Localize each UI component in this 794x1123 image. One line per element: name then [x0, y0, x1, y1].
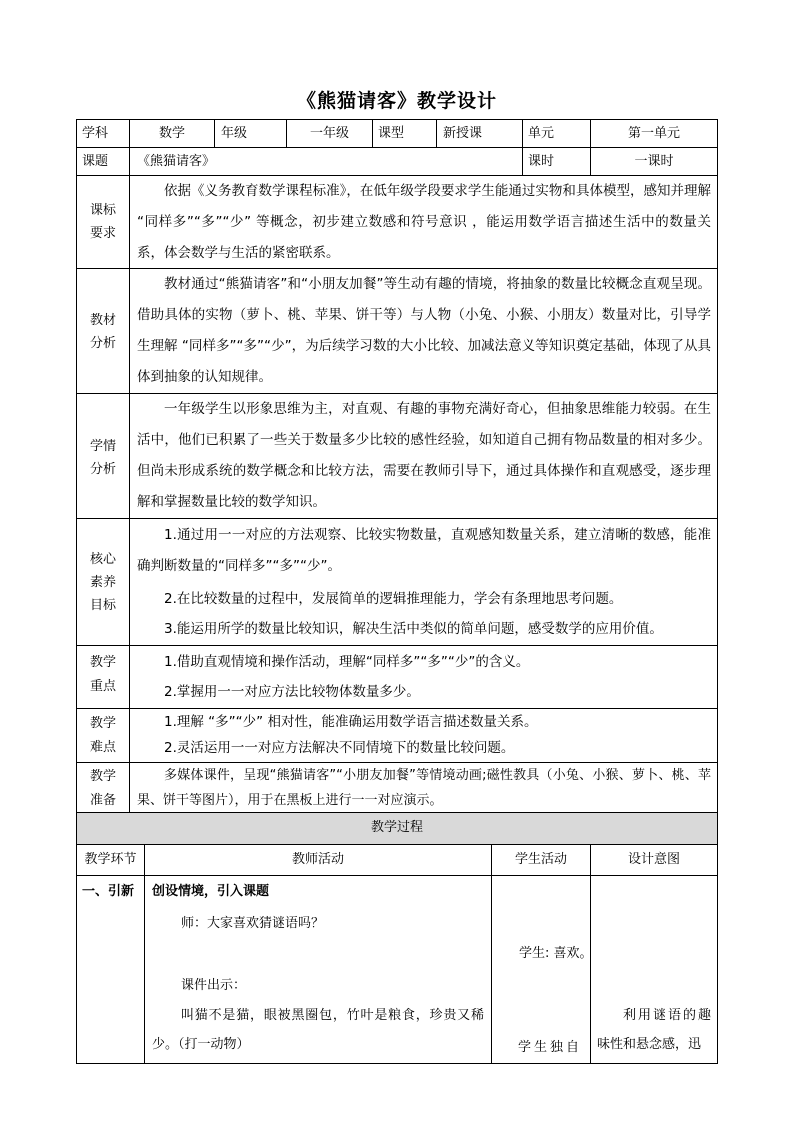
table-border-right — [717, 119, 718, 812]
col-divider — [436, 119, 437, 147]
topic-value: 《熊猫请客》 — [137, 154, 216, 169]
goals-item-1: 1.通过用一一对应的方法观察、比较实物数量，直观感知数量关系，建立清晰的数感，能准确判断数量的“同样多”“多”“少”。 — [137, 527, 711, 574]
prep-text: 多媒体课件，呈现“熊猫请客”“小朋友加餐”等情境动画;磁性教具（小兔、小猴、萝卜、桃、苹果、饼干等图片），用于在黑板上进行一一对应演示。 — [137, 768, 711, 808]
process-header: 教学过程 — [370, 820, 423, 835]
period-label: 课时 — [528, 154, 555, 169]
col-divider — [129, 119, 130, 812]
teacher-heading: 创设情境，引入课题 — [152, 884, 270, 899]
col-divider — [372, 119, 373, 147]
col-intent-header: 设计意图 — [627, 852, 680, 867]
learner-text: 一年级学生以形象思维为主，对直观、有趣的事物充满好奇心，但抽象思维能力较弱。在生活中，他们已积累了一些关于数量多少比较的感性经验，如知道自己拥有物品数量的相对多少。但尚未形成系统的数学概念和比较方法，需要在教师引导下，通过具体操作和直观感受，逐步理解和掌握数量比较的数学知识。 — [137, 401, 711, 510]
standard-label-1: 课标 — [89, 203, 116, 218]
col-stage-header: 教学环节 — [84, 852, 137, 867]
learner-label-1: 学情 — [89, 439, 116, 454]
type-label: 课型 — [378, 126, 405, 141]
difficult-item-1: 1.理解 “多”“少” 相对性，能准确运用数学语言描述数量关系。 — [164, 714, 538, 730]
type-value: 新授课 — [443, 126, 483, 141]
material-label-2: 分析 — [89, 336, 116, 351]
document-title: 《熊猫请客》教学设计 — [296, 90, 497, 112]
standard-label-2: 要求 — [89, 226, 116, 241]
material-label-1: 教材 — [89, 313, 116, 328]
material-text: 教材通过“熊猫请客”和“小朋友加餐”等生动有趣的情境，将抽象的数量比较概念直观呈现。借助具体的实物（萝卜、桃、苹果、饼干等）与人物（小兔、小猴、小朋友）数量对比，引导学生理解 “同样多”“多”“少”，为后续学习数的大小比较、加减法意义等知识奠定基础，体现了从具体到抽象的认知规律。 — [137, 276, 711, 385]
unit-value: 第一单元 — [627, 126, 680, 141]
process-col-divider — [144, 844, 145, 1064]
goals-label-2: 素养 — [89, 575, 116, 590]
key-label-1: 教学 — [89, 655, 116, 670]
table-border-top — [76, 119, 718, 120]
grade-value: 一年级 — [309, 126, 349, 141]
col-divider — [214, 119, 215, 147]
difficult-label-1: 教学 — [89, 716, 116, 731]
student-line-1: 学生: 喜欢。 — [519, 946, 593, 961]
learner-label-2: 分析 — [89, 462, 116, 477]
key-item-2: 2.掌握用一一对应方法比较物体数量多少。 — [164, 684, 420, 700]
prep-label-1: 教学 — [89, 769, 116, 784]
process-border-bottom — [76, 1063, 718, 1064]
subject-label: 学科 — [82, 126, 109, 141]
standard-text: 依据《义务教育数学课程标准》，在低年级学段要求学生能通过实物和具体模型，感知并理解 “同样多”“多”“少” 等概念，初步建立数感和符号意识 ，能运用数学语言描述生活中的数量关系，体会数学与生活的紧密联系。 — [137, 183, 711, 261]
teacher-line-2: 课件出示： — [181, 978, 247, 993]
row-divider — [76, 518, 718, 519]
grade-label: 年级 — [221, 126, 248, 141]
process-row-divider — [76, 844, 718, 845]
process-border-top — [76, 812, 718, 813]
goals-item-3: 3.能运用所学的数量比较知识，解决生活中类似的简单问题，感受数学的应用价值。 — [164, 621, 663, 637]
goals-item-2: 2.在比较数量的过程中，发展简单的逻辑推理能力，学会有条理地思考问题。 — [164, 591, 623, 607]
subject-value: 数学 — [158, 126, 185, 141]
col-student-header: 学生活动 — [514, 852, 567, 867]
period-value: 一课时 — [634, 154, 674, 169]
difficult-label-2: 难点 — [89, 740, 116, 755]
prep-label-2: 准备 — [89, 793, 116, 808]
difficult-item-2: 2.灵活运用一一对应方法解决不同情境下的数量比较问题。 — [164, 740, 515, 756]
col-divider — [522, 119, 523, 175]
goals-label-3: 目标 — [89, 598, 116, 613]
row-divider — [76, 147, 718, 148]
unit-label: 单元 — [528, 126, 555, 141]
teacher-line-1: 师：大家喜欢猜谜语吗？ — [181, 916, 325, 931]
col-teacher-header: 教师活动 — [291, 852, 344, 867]
intent-text: 利用谜语的趣味性和悬念感，迅 — [597, 1008, 711, 1052]
student-line-2: 学生独自 — [518, 1040, 583, 1055]
process-row-divider — [76, 875, 718, 876]
key-item-1: 1.借助直观情境和操作活动，理解“同样多”“多”“少”的含义。 — [164, 654, 530, 670]
key-label-2: 重点 — [89, 679, 116, 694]
teacher-riddle: 叫猫不是猫，眼被黑圈包，竹叶是粮食，珍贵又稀少。（打一动物） — [152, 1008, 484, 1052]
process-border-right — [717, 812, 718, 1064]
row-divider — [76, 645, 718, 646]
topic-label: 课题 — [82, 154, 109, 169]
process-col-divider — [491, 844, 492, 1064]
stage-intro: 一、引新 — [82, 884, 135, 899]
goals-label-1: 核心 — [89, 552, 116, 567]
